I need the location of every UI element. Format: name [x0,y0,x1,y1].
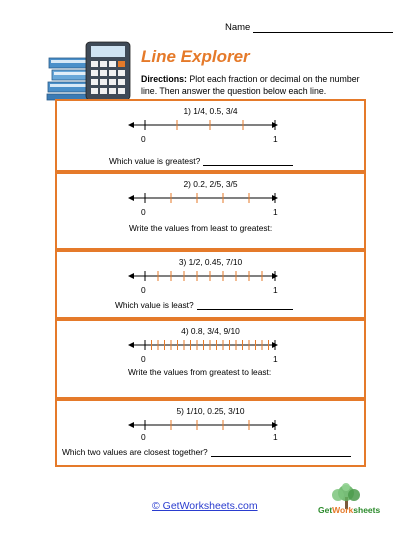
question-text [115,300,293,310]
question-label: Which value is greatest? [109,156,201,166]
label-zero: 0 [141,134,146,144]
directions [141,74,376,97]
question-text [62,447,351,457]
answer-blank[interactable] [211,448,351,457]
label-one: 1 [273,432,278,442]
label-zero: 0 [141,285,146,295]
label-one: 1 [273,207,278,217]
question-label: Which two values are closest together? [62,447,208,457]
problem-box-4 [55,319,366,399]
calculator-books-icon [46,40,134,102]
answer-blank[interactable] [203,157,293,166]
problem-box-3 [55,250,366,319]
answer-blank[interactable] [197,301,293,310]
name-label: Name [225,22,251,33]
problem-heading: 5) 1/10, 0.25, 3/10 [176,406,245,416]
tree-logo-icon [316,483,381,523]
problem-heading: 1) 1/4, 0.5, 3/4 [183,106,238,116]
problem-box-1 [55,99,366,172]
number-line[interactable] [127,334,279,364]
problem-heading: 4) 0.8, 3/4, 9/10 [181,326,240,336]
problem-box-2 [55,172,366,250]
name-row [225,22,393,33]
footer-link[interactable]: © GetWorksheets.com [152,500,258,512]
label-one: 1 [273,285,278,295]
question-text: Write the values from least to greatest: [129,223,273,233]
name-blank[interactable] [253,23,393,33]
number-line[interactable] [127,114,279,144]
directions-label: Directions: [141,74,187,84]
label-zero: 0 [141,354,146,364]
label-one: 1 [273,354,278,364]
logo-text-get: Get [318,505,333,515]
question-text [109,156,293,166]
logo-text-sheets: sheets [353,505,381,515]
problem-box-5 [55,399,366,467]
logo-text-work: Work [332,505,354,515]
worksheet-title: Line Explorer [141,47,250,66]
number-line[interactable] [127,265,279,295]
number-line[interactable] [127,187,279,217]
number-line[interactable] [127,414,279,444]
directions-text: Plot each fraction or decimal on the number line. Then answer the question below each line. [141,74,360,96]
problem-heading: 2) 0.2, 2/5, 3/5 [183,179,238,189]
label-zero: 0 [141,207,146,217]
logo-text [318,505,380,515]
question-label: Which value is least? [115,300,194,310]
question-text: Write the values from greatest to least: [128,367,272,377]
problem-heading: 3) 1/2, 0.45, 7/10 [178,257,243,267]
label-one: 1 [273,134,278,144]
label-zero: 0 [141,432,146,442]
